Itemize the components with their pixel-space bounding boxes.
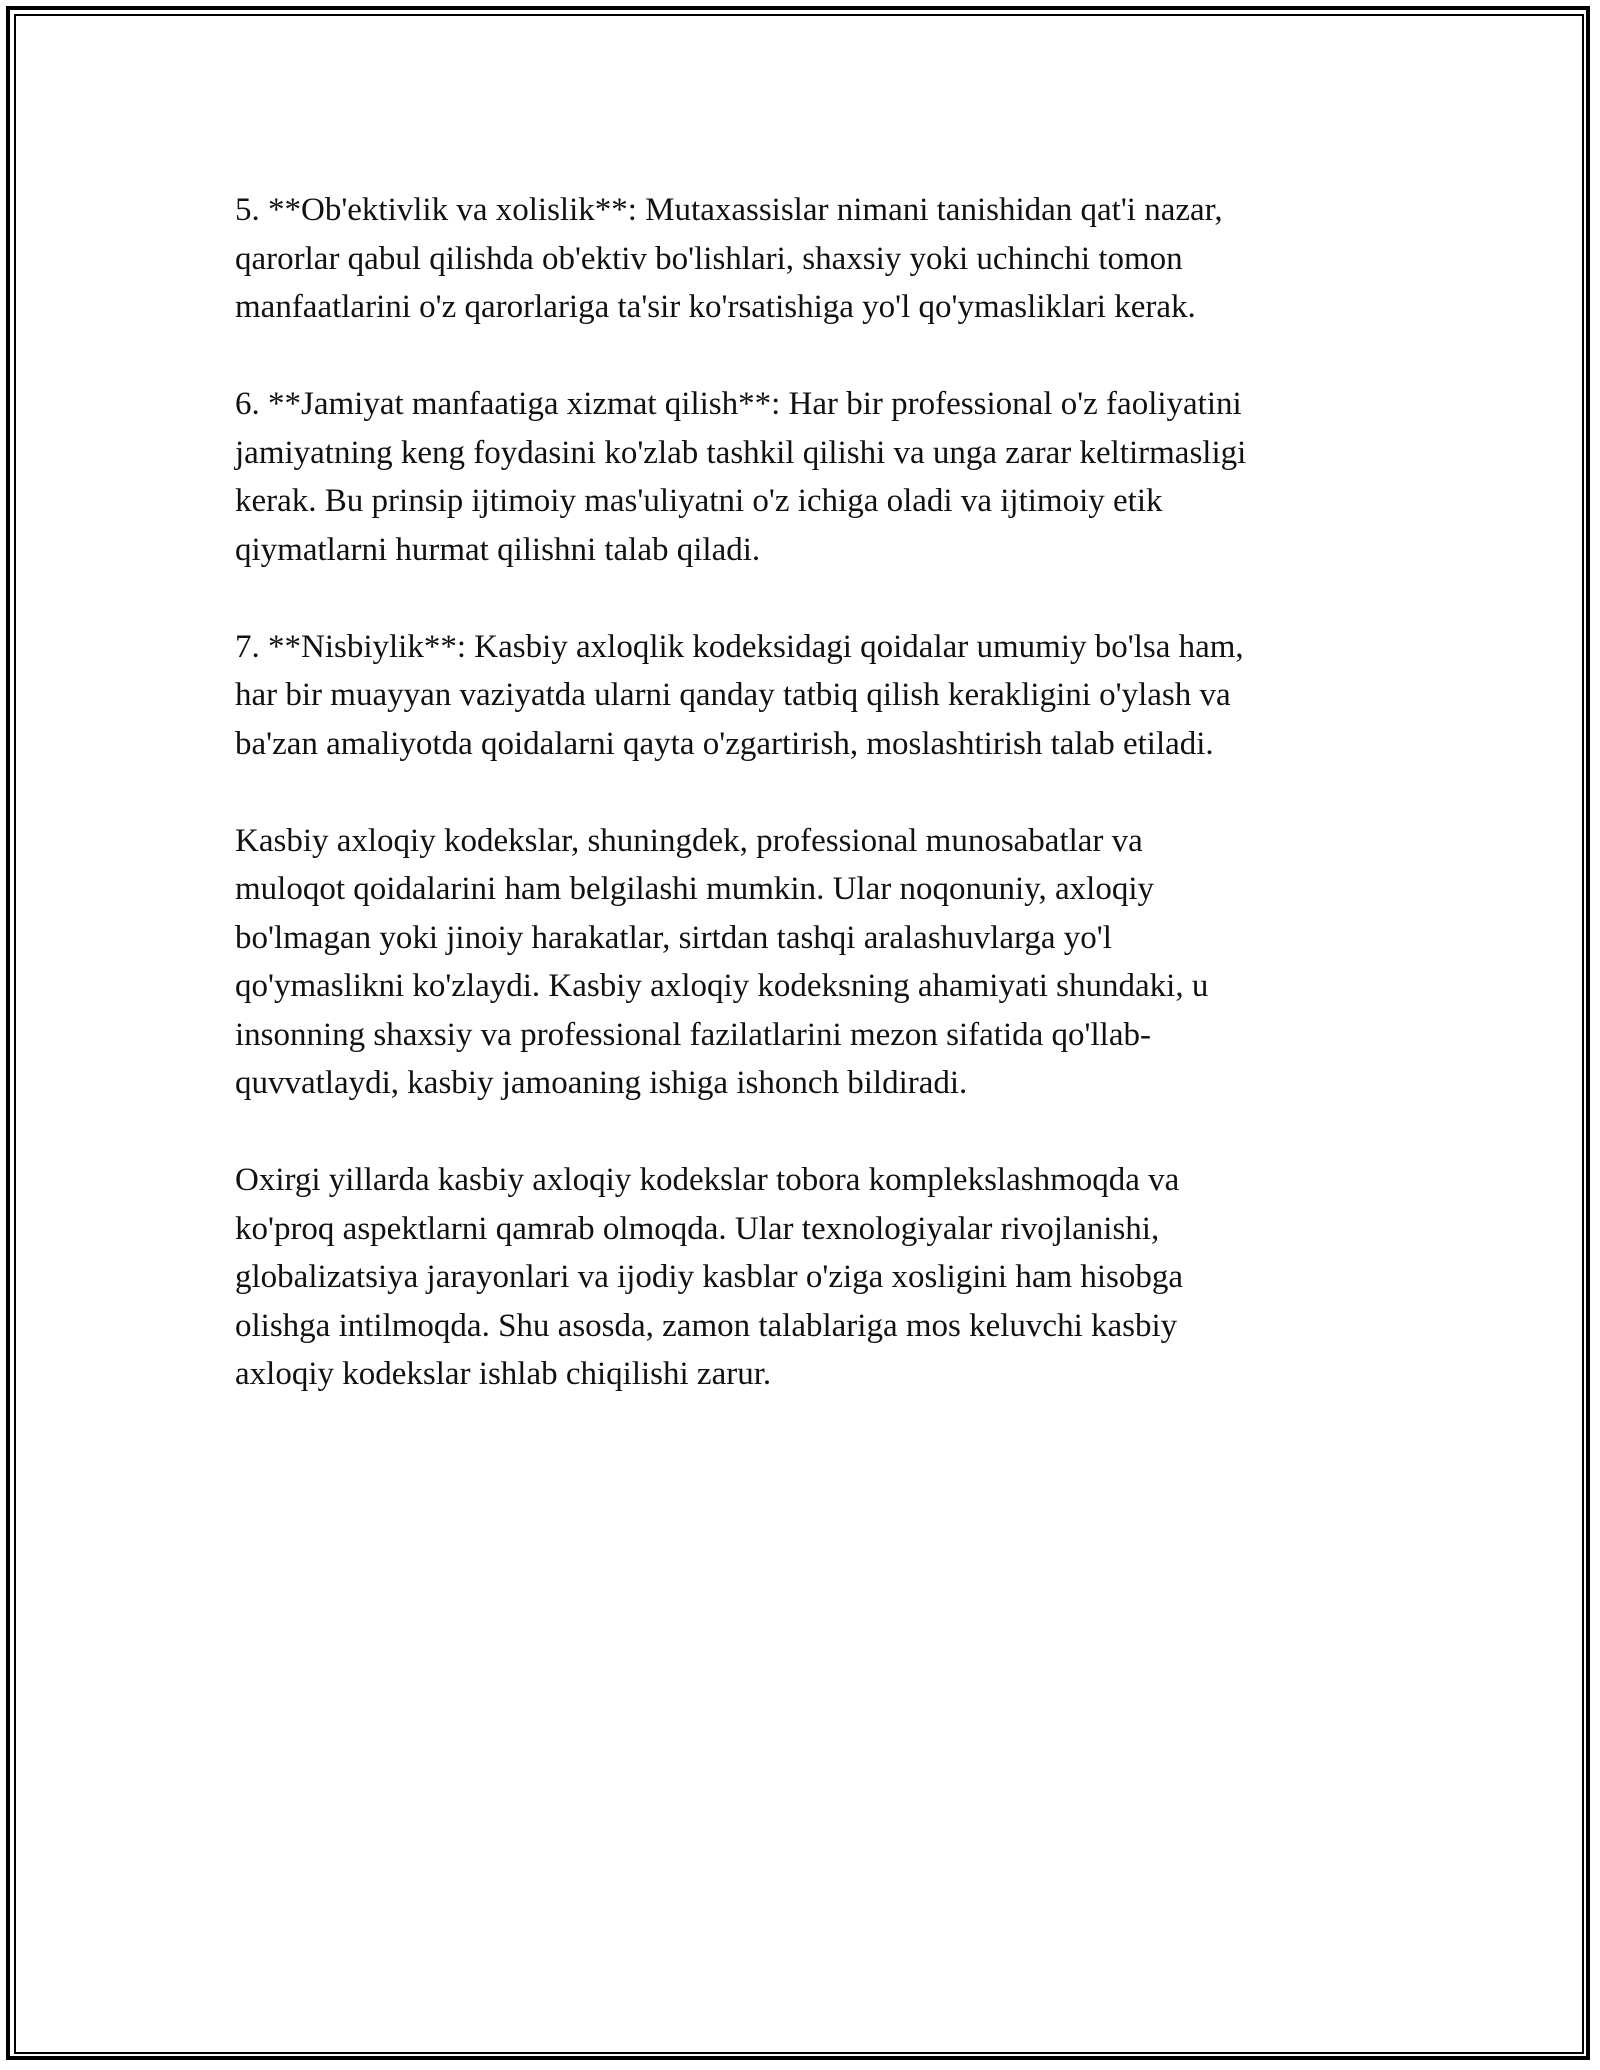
paragraph-relativity: 7. **Nisbiylik**: Kasbiy axloqlik kodeksidagi qoidalar umumiy bo'lsa ham, har bir muayyan vaziyatda ularni qanday tatbiq qilish kerakligini o'ylash va ba'zan amaliyotda qoidalarni qayta o'zgartirish, moslashtirish talab etiladi. [235, 628, 1244, 762]
document-body [235, 186, 1385, 1447]
paragraph-public-interest: 6. **Jamiyat manfaatiga xizmat qilish**: Har bir professional o'z faoliyatini jamiyatning keng foydasini ko'zlab tashkil qilishi va unga zarar keltirmasligi kerak. Bu prinsip ijtimoiy mas'uliyatni o'z ichiga oladi va ijtimoiy etik qiymatlarni hurmat qilishni talab qiladi. [235, 386, 1247, 568]
paragraph-professional-relations: Kasbiy axloqiy kodekslar, shuningdek, professional munosabatlar va muloqot qoidalarini ham belgilashi mumkin. Ular noqonuniy, axloqiy bo'lmagan yoki jinoiy harakatlar, sirtdan tashqi aralashuvlarga yo'l qo'ymaslikni ko'zlaydi. Kasbiy axloqiy kodeksning ahamiyati shundaki, u insonning shaxsiy va professional fazilatlarini mezon sifatida qo'llab- quvvatlaydi, kasbiy jamoaning ishiga ishonch bildiradi. [235, 822, 1209, 1101]
paragraph-objectivity: 5. **Ob'ektivlik va xolislik**: Mutaxassislar nimani tanishidan qat'i nazar, qarorlar qabul qilishda ob'ektiv bo'lishlari, shaxsiy yoki uchinchi tomon manfaatlarini o'z qarorlariga ta'sir ko'rsatishiga yo'l qo'ymasliklari kerak. [235, 192, 1223, 325]
paragraph-recent-years: Oxirgi yillarda kasbiy axloqiy kodekslar tobora komplekslashmoqda va ko'proq aspektlarni qamrab olmoqda. Ular texnologiyalar rivojlanishi, globalizatsiya jarayonlari va ijodiy kasblar o'ziga xosligini ham hisobga olishga intilmoqda. Shu asosda, zamon talablariga mos keluvchi kasbiy axloqiy kodekslar ishlab chiqilishi zarur. [235, 1162, 1184, 1392]
